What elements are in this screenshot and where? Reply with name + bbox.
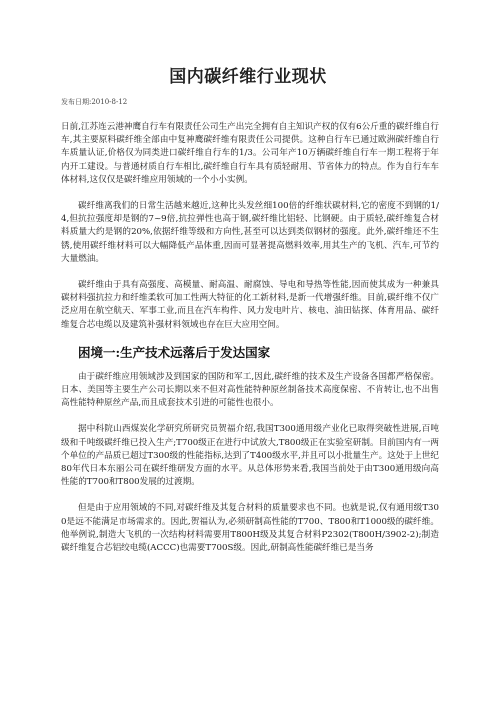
paragraph-section-2: 据中科院山西煤炭化学研究所研究员贺福介绍,我国T300通用级产业化已取得突破性进展,百吨级和千吨级碳纤维已投入生产;T700级正在进行中试放大,T800级正在实验室研制。目前国内有一两个单位的产品质已超过T300级的性能指标,达到了T400级水平,并且可以小批量生产。这处于上世纪80年代日本东丽公司在碳纤维研发方面的水平。从总体形势来看,我国当前处于由T300通用级向高性能的T700和T800发展的过渡期。 xyxy=(61,424,439,488)
paragraph-intro-1: 日前,江苏连云港神鹰自行车有限责任公司生产出完全拥有自主知识产权的仅有6公斤重的碳纤维自行车,其主要原料碳纤维全部由中复神鹰碳纤维有限责任公司提供。这种自行车已通过欧洲碳纤维自行车质量认证,价格仅为同类进口碳纤维自行车的1/3。公司年产10万辆碳纤维自行车一期工程将于年内开工建设。与普通材质自行车相比,碳纤维自行车具有质轻耐用、节省体力的特点。作为自行车车体材料,这仅仅是碳纤维应用领域的一个小小实例。 xyxy=(61,122,439,185)
paragraph-section-1: 由于碳纤维应用领域涉及到国家的国防和军工,因此,碳纤维的技术及生产设备各国都严格保密。日本、美国等主要生产公司长期以来不但对高性能特种原丝制备技术高度保密、不肯转让,也不出售高性能特种原丝产品,而且成套技术引进的可能性也很小。 xyxy=(61,371,439,409)
paragraph-intro-2: 碳纤维离我们的日常生活越来越近,这种比头发丝细100倍的纤维状碳材料,它的密度不到钢的1/4,但抗拉强度却是钢的7~9倍,抗拉弹性也高于钢,碳纤维比铝轻、比钢硬。由于质轻,碳纤维复合材料质量大约是钢的20%,依据纤维等级和方向性,甚至可以达到类似钢材的强度。此外,碳纤维还不生锈,使用碳纤维材料可以大幅降低产品体重,因而可显著提高燃料效率,用其生产的飞机、汽车,可节约大量燃油。 xyxy=(61,201,439,264)
document-title: 国内碳纤维行业现状 xyxy=(169,67,327,87)
paragraph-section-3: 但是由于应用领域的不同,对碳纤维及其复合材料的质量要求也不同。也就是说,仅有通用级T300是远不能满足市场需求的。因此,贺福认为,必须研制高性能的T700、T800和T1000级的碳纤维。他举例说,制造大飞机的一次结构材料需要用T800H级及其复合材料P2302(T800H/3902-2);制造碳纤维复合芯铝绞电缆(ACCC)也需要T700S级。因此,研制高性能碳纤维已是当务 xyxy=(61,503,439,554)
paragraph-intro-3: 碳纤维由于具有高强度、高模量、耐高温、耐腐蚀、导电和导热等性能,因而使其成为一种兼具碳材料强抗拉力和纤维柔软可加工性两大特征的化工新材料,是新一代增强纤维。目前,碳纤维不仅广泛应用在航空航天、军事工业,而且在汽车构件、风力发电叶片、核电、油田钻探、体育用品、碳纤维复合芯电缆以及建筑补强材料领域也存在巨大应用空间。 xyxy=(61,280,439,330)
document-body xyxy=(61,121,439,555)
section-heading: 困境一:生产技术远落后于发达国家 xyxy=(78,344,271,360)
publish-date: 发布日期:2010-8-12 xyxy=(61,98,128,106)
